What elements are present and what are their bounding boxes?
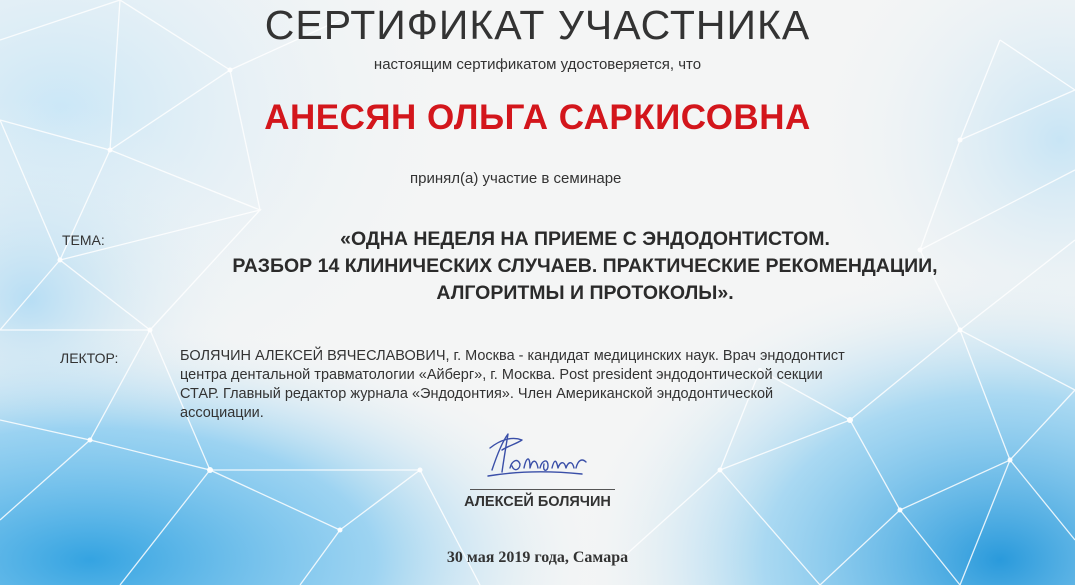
handwritten-signature — [482, 428, 592, 484]
certificate-subtitle: настоящим сертификатом удостоверяется, что — [373, 56, 702, 73]
signature-line — [470, 489, 615, 490]
participant-name: АНЕСЯН ОЛЬГА САРКИСОВНА — [264, 98, 811, 137]
topic-line: «ОДНА НЕДЕЛЯ НА ПРИЕМЕ С ЭНДОДОНТИСТОМ. — [340, 228, 830, 250]
lector-line: БОЛЯЧИН АЛЕКСЕЙ ВЯЧЕСЛАВОВИЧ, г. Москва - кандидат медицинских наук. Врач эндодонтист — [180, 348, 845, 364]
certificate-title: СЕРТИФИКАТ УЧАСТНИКА — [264, 2, 811, 48]
topic-label: ТЕМА: — [62, 232, 105, 248]
participation-text: принял(а) участие в семинаре — [410, 170, 622, 187]
seminar-topic — [150, 226, 1020, 307]
lector-line: ассоциации. — [180, 405, 264, 421]
signer-name: АЛЕКСЕЙ БОЛЯЧИН — [464, 494, 611, 510]
lector-label: ЛЕКТОР: — [60, 350, 119, 366]
lector-description — [180, 347, 988, 423]
lector-line: центра дентальной травматологии «Айберг», г. Москва. Post president эндодонтической секции — [180, 367, 823, 383]
lector-line: СТАР. Главный редактор журнала «Эндодонтия». Член Американской эндодонтической — [180, 386, 774, 402]
topic-line: РАЗБОР 14 КЛИНИЧЕСКИХ СЛУЧАЕВ. ПРАКТИЧЕСКИЕ РЕКОМЕНДАЦИИ, — [232, 255, 938, 277]
date-place: 30 мая 2019 года, Самара — [446, 549, 629, 566]
topic-line: АЛГОРИТМЫ И ПРОТОКОЛЫ». — [436, 282, 734, 304]
